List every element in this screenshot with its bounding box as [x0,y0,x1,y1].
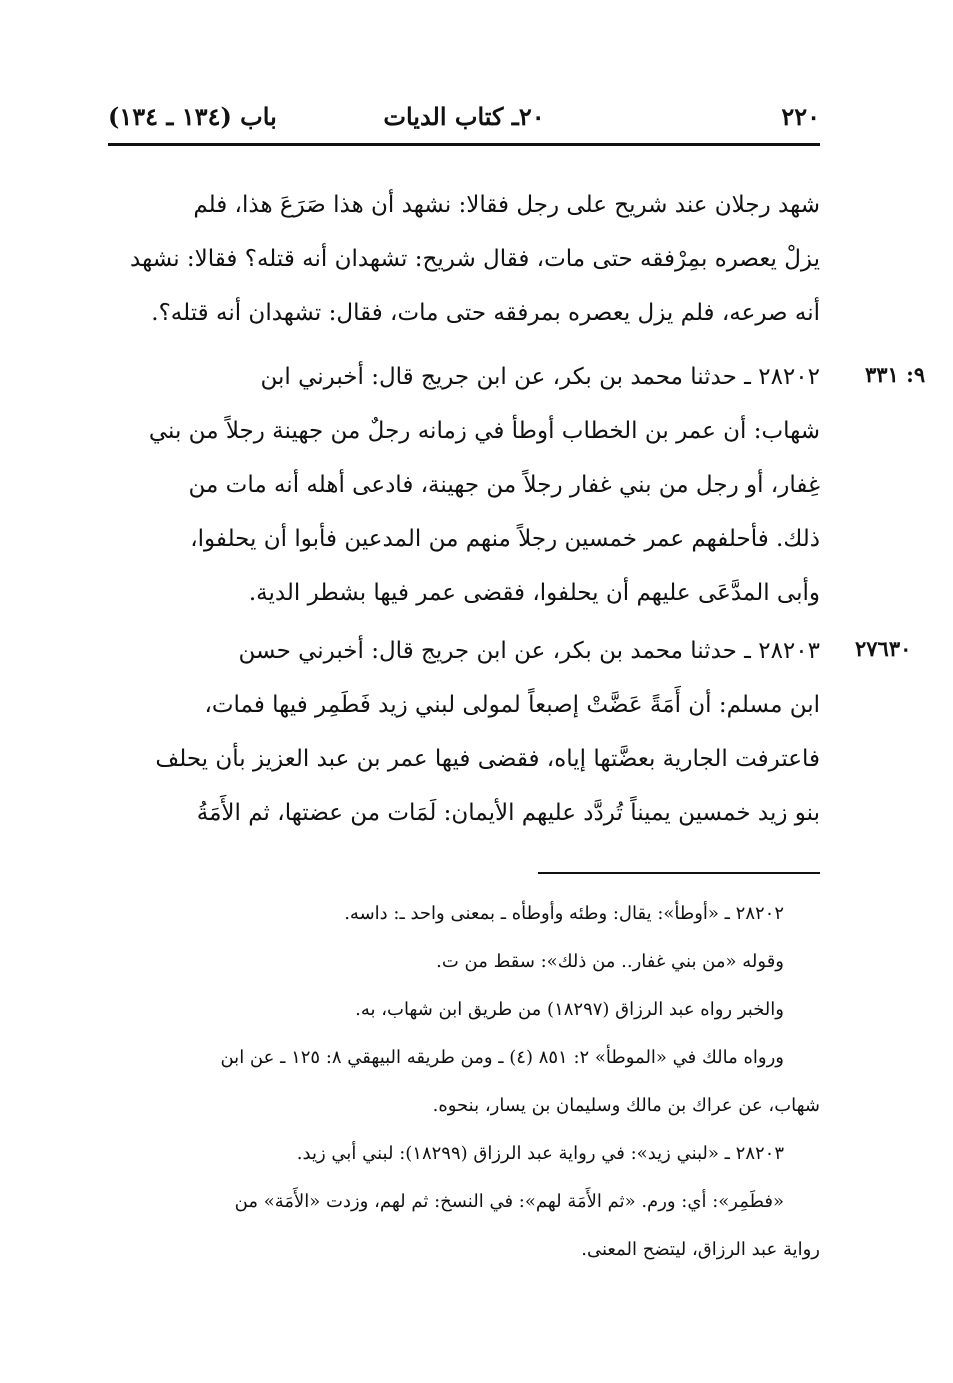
footnote-line: رواية عبد الرزاق، ليتضح المعنى. [581,1239,820,1260]
footnote-line: شهاب، عن عراك بن مالك وسليمان بن يسار، بنحوه. [432,1095,820,1116]
footnote-line: وقوله «من بني غفار.. من ذلك»: سقط من ت. [436,951,784,972]
text-line: يزلْ يعصره بمِرْفقه حتى مات، فقال شريح: تشهدان أنه قتله؟ فقالا: نشهد [130,246,820,272]
footnote-rule [538,872,820,874]
chapter-reference: باب (١٣٤ ـ ١٣٤) [108,102,277,131]
footnote-line: ٢٨٢٠٢ ـ «أوطأ»: يقال: وطئه وأوطأه ـ بمعنى واحد ـ: داسه. [344,903,784,924]
text-line: أنه صرعه، فلم يزل يعصره بمرفقه حتى مات، فقال: تشهدان أنه قتله؟. [151,300,820,326]
footnotes [108,890,820,1274]
text-line: ابن مسلم: أن أَمَةً عَضَّتْ إصبعاً لمولى لبني زيد فَطَمِر فيها فمات، [204,692,820,718]
text-line: بنو زيد خمسين يميناً تُردَّد عليهم الأيمان: لَمَات من عضتها، ثم الأَمَةُ [196,800,820,826]
margin-reference: ٩: ٣٣١ [865,362,926,387]
text-line: شهاب: أن عمر بن الخطاب أوطأ في زمانه رجلٌ من جهينة رجلاً من بني [148,418,820,444]
margin-reference: ٢٧٦٣٠ [855,636,912,661]
paragraph-continuation [108,178,820,340]
page-number: ٢٢٠ [781,102,820,131]
text-line: ذلك. فأحلفهم عمر خمسين رجلاً منهم من المدعين فأبوا أن يحلفوا، [190,526,820,552]
hadith-28202 [108,350,820,620]
text-line: ٢٨٢٠٢ ـ حدثنا محمد بن بكر، عن ابن جريج قال: أخبرني ابن [260,364,820,390]
footnote-line: والخبر رواه عبد الرزاق (١٨٢٩٧) من طريق ابن شهاب، به. [355,999,784,1020]
hadith-28203 [108,624,820,840]
text-line: وأبى المدَّعَى عليهم أن يحلفوا، فقضى عمر فيها بشطر الدية. [248,580,820,606]
text-line: غِفار، أو رجل من بني غفار رجلاً من جهينة، فادعى أهله أنه مات من [188,472,820,498]
header-rule [108,143,820,146]
text-line: فاعترفت الجارية بعضَّتها إياه، فقضى فيها عمر بن عبد العزيز بأن يحلف [155,746,820,772]
page-header [108,102,820,142]
book-title: ٢٠ـ كتاب الديات [383,102,545,131]
text-line: شهد رجلان عند شريح على رجل فقالا: نشهد أن هذا صَرَعَ هذا، فلم [193,192,820,218]
footnote-line: ٢٨٢٠٣ ـ «لبني زيد»: في رواية عبد الرزاق (١٨٢٩٩): لبني أبي زيد. [296,1143,784,1164]
text-line: ٢٨٢٠٣ ـ حدثنا محمد بن بكر، عن ابن جريج قال: أخبرني حسن [238,638,820,664]
footnote-line: ورواه مالك في «الموطأ» ٢: ٨٥١ (٤) ـ ومن طريقه البيهقي ٨: ١٢٥ ـ عن ابن [220,1047,784,1068]
footnote-line: «فطَمِر»: أي: ورم. «ثم الأَمَة لهم»: في النسخ: ثم لهم، وزدت «الأَمَة» من [234,1191,784,1212]
